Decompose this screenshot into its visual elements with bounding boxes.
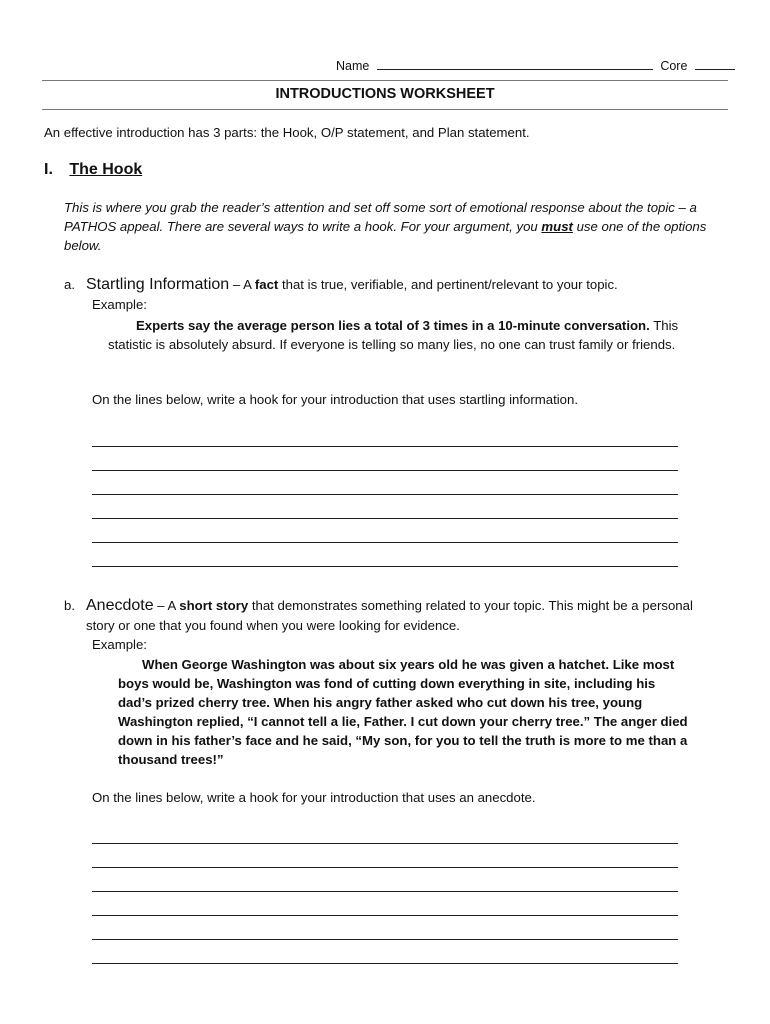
item-b-definition-1: that demonstrates something related to your topic. This might be a personal [248, 598, 693, 613]
item-a-example-label: Example: [92, 297, 147, 312]
item-a-letter: a. [64, 277, 75, 292]
answer-line[interactable] [92, 915, 678, 916]
item-a-keyword: fact [254, 277, 279, 292]
name-core-row [336, 57, 735, 73]
item-b-letter: b. [64, 598, 75, 613]
description-text-2: use one of the options below. [64, 219, 707, 253]
name-field[interactable] [377, 57, 653, 70]
section-label: The Hook [69, 161, 143, 178]
answer-line[interactable] [92, 843, 678, 844]
section-heading [44, 161, 142, 179]
answer-line[interactable] [92, 566, 678, 567]
item-a-instruction: On the lines below, write a hook for your introduction that uses startling information. [92, 392, 578, 407]
description-must: must [541, 219, 573, 234]
item-a-name: Startling Information [86, 276, 230, 293]
item-a-definition: that is true, verifiable, and pertinent/relevant to your topic. [278, 277, 618, 292]
item-b-heading [64, 597, 693, 615]
item-a-example-bold: Experts say the average person lies a total of 3 times in a 10-minute conversation. [136, 318, 650, 333]
item-b-definition-2: story or one that you found when you were looking for evidence. [86, 618, 460, 633]
item-b-keyword: short story [179, 598, 249, 613]
answer-line[interactable] [92, 963, 678, 964]
item-b-instruction: On the lines below, write a hook for your introduction that uses an anecdote. [92, 790, 536, 805]
answer-line[interactable] [92, 494, 678, 495]
description-text-1: This is where you grab the reader’s attention and set off some sort of emotional response about the topic – a PATHOS appeal. There are several ways to write a hook. For your argument, you [64, 200, 697, 234]
item-b-example: When George Washington was about six years old he was given a hatchet. Like most boys would be, Washington was fond of cutting down everything in site, including his dad’s prized cherry tree. When his angry father asked who cut down his tree, young Washington replied, “I cannot tell a lie, Father. I cut down your cherry tree.” The anger died down in his father’s face and he said, “My son, for you to tell the truth is more to me than a thousand trees!” [118, 657, 688, 767]
section-number: I. [44, 161, 53, 178]
core-label: Core [660, 59, 688, 73]
item-a-dash: – A [229, 277, 255, 292]
item-a-heading [64, 276, 618, 294]
item-b-example-label: Example: [92, 637, 147, 652]
item-a-example [108, 316, 708, 354]
answer-line[interactable] [92, 891, 678, 892]
header-divider-top [42, 80, 728, 81]
item-b-name: Anecdote [86, 597, 154, 614]
item-a-example-rest: This statistic is absolutely absurd. If everyone is telling so many lies, no one can trust family or friends. [108, 318, 679, 352]
answer-line[interactable] [92, 939, 678, 940]
answer-line[interactable] [92, 470, 678, 471]
intro-text: An effective introduction has 3 parts: the Hook, O/P statement, and Plan statement. [44, 125, 530, 140]
answer-line[interactable] [92, 518, 678, 519]
answer-line[interactable] [92, 446, 678, 447]
section-description [64, 198, 726, 255]
answer-line[interactable] [92, 867, 678, 868]
name-label: Name [336, 59, 370, 73]
item-b-dash: – A [153, 598, 180, 613]
core-field[interactable] [695, 57, 735, 70]
header-divider-bottom [42, 109, 728, 110]
page-title: INTRODUCTIONS WORKSHEET [275, 86, 495, 102]
answer-line[interactable] [92, 542, 678, 543]
